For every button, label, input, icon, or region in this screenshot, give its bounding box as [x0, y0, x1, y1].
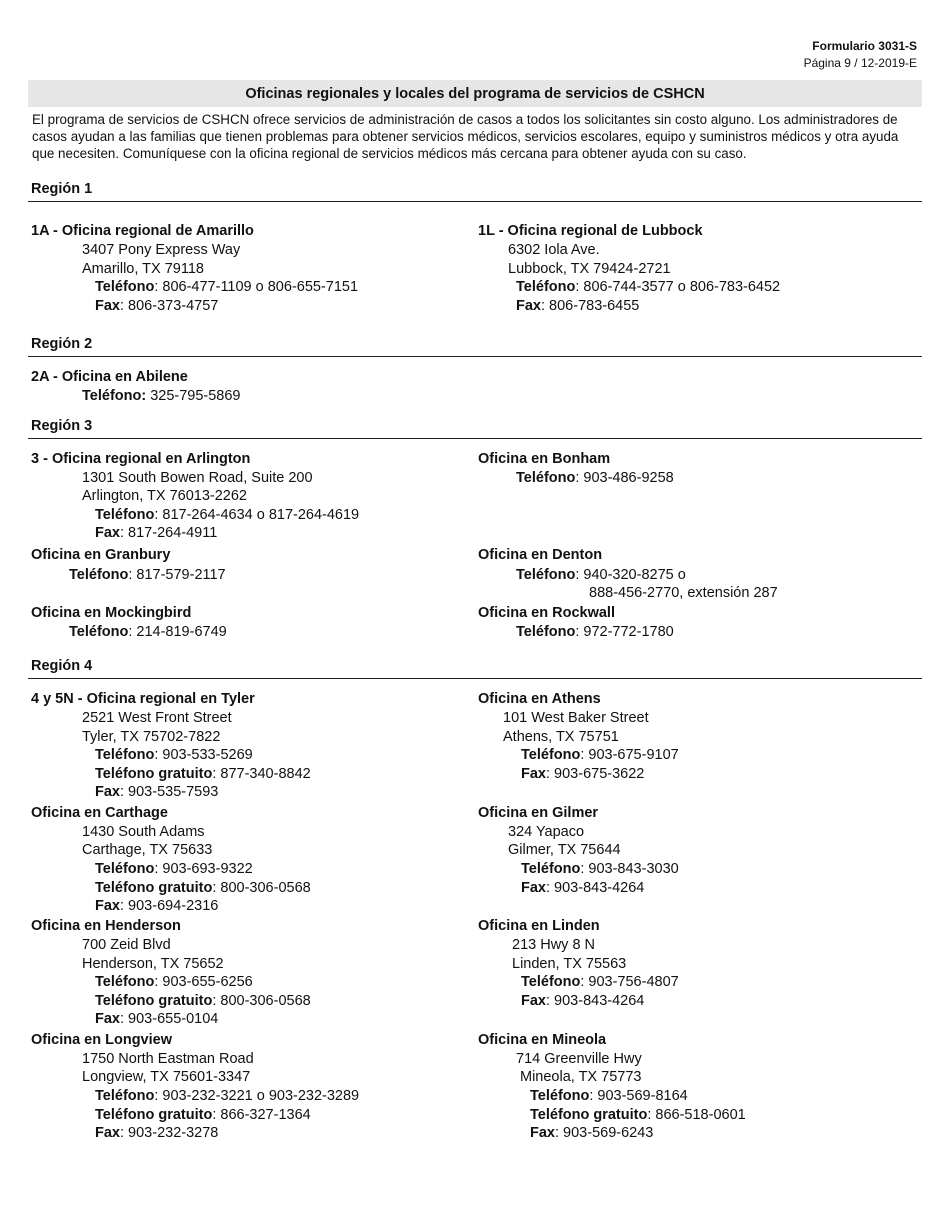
office-linden-city: Linden, TX 75563 — [512, 956, 627, 972]
phone-label: Teléfono — [521, 861, 581, 877]
office-carthage-name: Oficina en Carthage — [31, 805, 168, 821]
office-carthage-fax — [95, 897, 218, 915]
office-bonham-name: Oficina en Bonham — [478, 451, 611, 467]
region-1-heading: Región 1 — [28, 181, 922, 202]
office-gilmer-name: Oficina en Gilmer — [478, 805, 599, 821]
tollfree-label: Teléfono gratuito — [530, 1107, 648, 1123]
fax-value: : 903-569-6243 — [555, 1125, 654, 1141]
tollfree-value: : 877-340-8842 — [212, 766, 311, 782]
fax-value: : 903-675-3622 — [546, 766, 645, 782]
fax-value: : 903-655-0104 — [120, 1011, 219, 1027]
fax-label: Fax — [95, 784, 120, 800]
tollfree-label: Teléfono gratuito — [95, 993, 213, 1009]
office-athens-address: 101 West Baker Street — [503, 710, 649, 726]
phone-value: : 903-675-9107 — [580, 747, 679, 763]
office-amarillo-city: Amarillo, TX 79118 — [82, 261, 204, 277]
fax-value: : 903-843-4264 — [546, 993, 645, 1009]
office-tyler-fax — [95, 783, 218, 801]
region-2-heading: Región 2 — [28, 336, 922, 357]
office-gilmer-fax — [521, 879, 644, 897]
office-longview-phone — [95, 1087, 359, 1105]
fax-label: Fax — [521, 993, 546, 1009]
phone-label: Teléfono — [95, 279, 155, 295]
phone-label: Teléfono — [530, 1088, 590, 1104]
office-carthage-tollfree — [95, 879, 311, 897]
phone-label: Teléfono — [521, 974, 581, 990]
office-tyler-city: Tyler, TX 75702-7822 — [82, 729, 221, 745]
office-denton-name: Oficina en Denton — [478, 547, 603, 563]
office-tyler-name: 4 y 5N - Oficina regional en Tyler — [31, 691, 255, 707]
fax-label: Fax — [516, 298, 541, 314]
fax-label: Fax — [95, 298, 120, 314]
tollfree-label: Teléfono gratuito — [95, 880, 213, 896]
fax-value: : 903-843-4264 — [546, 880, 645, 896]
tollfree-value: : 800-306-0568 — [212, 880, 311, 896]
fax-value: : 903-694-2316 — [120, 898, 219, 914]
phone-value: : 806-477-1109 o 806-655-7151 — [154, 279, 359, 295]
office-tyler-tollfree — [95, 765, 311, 783]
fax-label: Fax — [95, 1011, 120, 1027]
office-henderson-phone — [95, 973, 253, 991]
tollfree-value: : 800-306-0568 — [212, 993, 311, 1009]
fax-label: Fax — [95, 898, 120, 914]
office-abilene-phone — [82, 387, 241, 405]
office-linden-fax — [521, 992, 644, 1010]
phone-value: : 903-843-3030 — [580, 861, 679, 877]
office-mineola-phone — [530, 1087, 688, 1105]
office-amarillo-fax — [95, 297, 218, 315]
phone-value: : 903-693-9322 — [154, 861, 253, 877]
office-granbury-name: Oficina en Granbury — [31, 547, 171, 563]
phone-value: : 903-569-8164 — [589, 1088, 688, 1104]
phone-label: Teléfono — [95, 1088, 155, 1104]
office-longview-tollfree — [95, 1106, 311, 1124]
fax-value: : 806-373-4757 — [120, 298, 219, 314]
office-athens-city: Athens, TX 75751 — [503, 729, 619, 745]
office-mockingbird-phone — [69, 623, 227, 641]
phone-label: Teléfono: — [82, 388, 147, 404]
phone-label: Teléfono — [516, 624, 576, 640]
fax-value: : 903-535-7593 — [120, 784, 219, 800]
office-henderson-tollfree — [95, 992, 311, 1010]
phone-value: : 817-579-2117 — [128, 567, 226, 583]
phone-value: : 903-655-6256 — [154, 974, 253, 990]
tollfree-label: Teléfono gratuito — [95, 766, 213, 782]
phone-label: Teléfono — [69, 567, 129, 583]
office-henderson-name: Oficina en Henderson — [31, 918, 181, 934]
fax-label: Fax — [521, 880, 546, 896]
fax-label: Fax — [95, 1125, 120, 1141]
office-lubbock-phone — [516, 278, 780, 296]
office-mineola-name: Oficina en Mineola — [478, 1032, 607, 1048]
fax-label: Fax — [530, 1125, 555, 1141]
office-gilmer-phone — [521, 860, 679, 878]
office-abilene-name: 2A - Oficina en Abilene — [31, 369, 188, 385]
office-tyler-phone — [95, 746, 253, 764]
page-title — [28, 80, 922, 107]
office-carthage-phone — [95, 860, 253, 878]
fax-value: : 903-232-3278 — [120, 1125, 219, 1141]
tollfree-label: Teléfono gratuito — [95, 1107, 213, 1123]
phone-label: Teléfono — [516, 470, 576, 486]
page-title-text: Oficinas regionales y locales del programa de servicios de CSHCN — [245, 85, 705, 102]
office-amarillo-phone — [95, 278, 358, 296]
office-carthage-address: 1430 South Adams — [82, 824, 205, 840]
office-athens-fax — [521, 765, 644, 783]
phone-value: : 972-772-1780 — [575, 624, 674, 640]
phone-label: Teléfono — [521, 747, 581, 763]
office-arlington-phone — [95, 506, 359, 524]
office-henderson-city: Henderson, TX 75652 — [82, 956, 224, 972]
office-amarillo-name: 1A - Oficina regional de Amarillo — [31, 223, 254, 239]
office-mineola-tollfree — [530, 1106, 746, 1124]
office-athens-name: Oficina en Athens — [478, 691, 601, 707]
phone-value: : 903-533-5269 — [154, 747, 253, 763]
office-rockwall-phone — [516, 623, 674, 641]
fax-label: Fax — [95, 525, 120, 541]
phone-value: 325-795-5869 — [146, 388, 241, 404]
phone-value: : 903-232-3221 o 903-232-3289 — [154, 1088, 360, 1104]
region-3-heading: Región 3 — [28, 418, 922, 439]
office-arlington-address: 1301 South Bowen Road, Suite 200 — [82, 470, 313, 486]
phone-value: : 817-264-4634 o 817-264-4619 — [154, 507, 360, 523]
office-longview-city: Longview, TX 75601-3347 — [82, 1069, 251, 1085]
office-linden-phone — [521, 973, 679, 991]
form-number: Formulario 3031-S — [812, 39, 917, 53]
office-rockwall-name: Oficina en Rockwall — [478, 605, 615, 621]
phone-label: Teléfono — [95, 974, 155, 990]
office-henderson-address: 700 Zeid Blvd — [82, 937, 171, 953]
office-lubbock-name: 1L - Oficina regional de Lubbock — [478, 223, 703, 239]
office-arlington-name: 3 - Oficina regional en Arlington — [31, 451, 251, 467]
office-denton-phone-alt: 888-456-2770, extensión 287 — [589, 585, 778, 601]
phone-label: Teléfono — [95, 747, 155, 763]
phone-label: Teléfono — [516, 567, 576, 583]
office-mineola-fax — [530, 1124, 653, 1142]
tollfree-value: : 866-518-0601 — [647, 1107, 746, 1123]
office-gilmer-city: Gilmer, TX 75644 — [508, 842, 621, 858]
office-denton-phone — [516, 566, 686, 584]
phone-value: : 214-819-6749 — [128, 624, 227, 640]
office-linden-name: Oficina en Linden — [478, 918, 600, 934]
office-mockingbird-name: Oficina en Mockingbird — [31, 605, 192, 621]
office-longview-address: 1750 North Eastman Road — [82, 1051, 254, 1067]
phone-value: : 806-744-3577 o 806-783-6452 — [575, 279, 781, 295]
phone-label: Teléfono — [95, 507, 155, 523]
phone-label: Teléfono — [95, 861, 155, 877]
office-gilmer-address: 324 Yapaco — [508, 824, 585, 840]
office-bonham-phone — [516, 469, 674, 487]
office-granbury-phone — [69, 566, 226, 584]
office-arlington-city: Arlington, TX 76013-2262 — [82, 488, 247, 504]
region-4-heading: Región 4 — [28, 658, 922, 679]
office-lubbock-address: 6302 Iola Ave. — [508, 242, 600, 258]
phone-label: Teléfono — [69, 624, 129, 640]
office-arlington-fax — [95, 524, 217, 542]
office-longview-name: Oficina en Longview — [31, 1032, 172, 1048]
office-longview-fax — [95, 1124, 218, 1142]
office-lubbock-city: Lubbock, TX 79424-2721 — [508, 261, 671, 277]
fax-value: : 806-783-6455 — [541, 298, 640, 314]
page-number: Página 9 / 12-2019-E — [803, 56, 917, 70]
tollfree-value: : 866-327-1364 — [212, 1107, 311, 1123]
office-tyler-address: 2521 West Front Street — [82, 710, 232, 726]
office-henderson-fax — [95, 1010, 218, 1028]
office-amarillo-address: 3407 Pony Express Way — [82, 242, 241, 258]
fax-label: Fax — [521, 766, 546, 782]
fax-value: : 817-264-4911 — [120, 525, 218, 541]
phone-label: Teléfono — [516, 279, 576, 295]
phone-value: : 903-756-4807 — [580, 974, 679, 990]
office-linden-address: 213 Hwy 8 N — [512, 937, 596, 953]
phone-value: : 903-486-9258 — [575, 470, 674, 486]
intro-paragraph: El programa de servicios de CSHCN ofrece servicios de administración de casos a todos los solicitantes sin costo alguno. Los administradores de casos ayudan a las familias que tienen problemas para obtener servicios médicos, servicios escolares, equipo y suministros médicos y otra ayuda que necesiten. Comuníquese con la oficina regional de servicios médicos más cercana para obtener ayuda con su caso. — [32, 112, 899, 161]
office-athens-phone — [521, 746, 679, 764]
office-carthage-city: Carthage, TX 75633 — [82, 842, 213, 858]
office-mineola-city: Mineola, TX 75773 — [520, 1069, 642, 1085]
office-mineola-address: 714 Greenville Hwy — [516, 1051, 642, 1067]
office-lubbock-fax — [516, 297, 639, 315]
phone-value: : 940-320-8275 o — [575, 567, 686, 583]
